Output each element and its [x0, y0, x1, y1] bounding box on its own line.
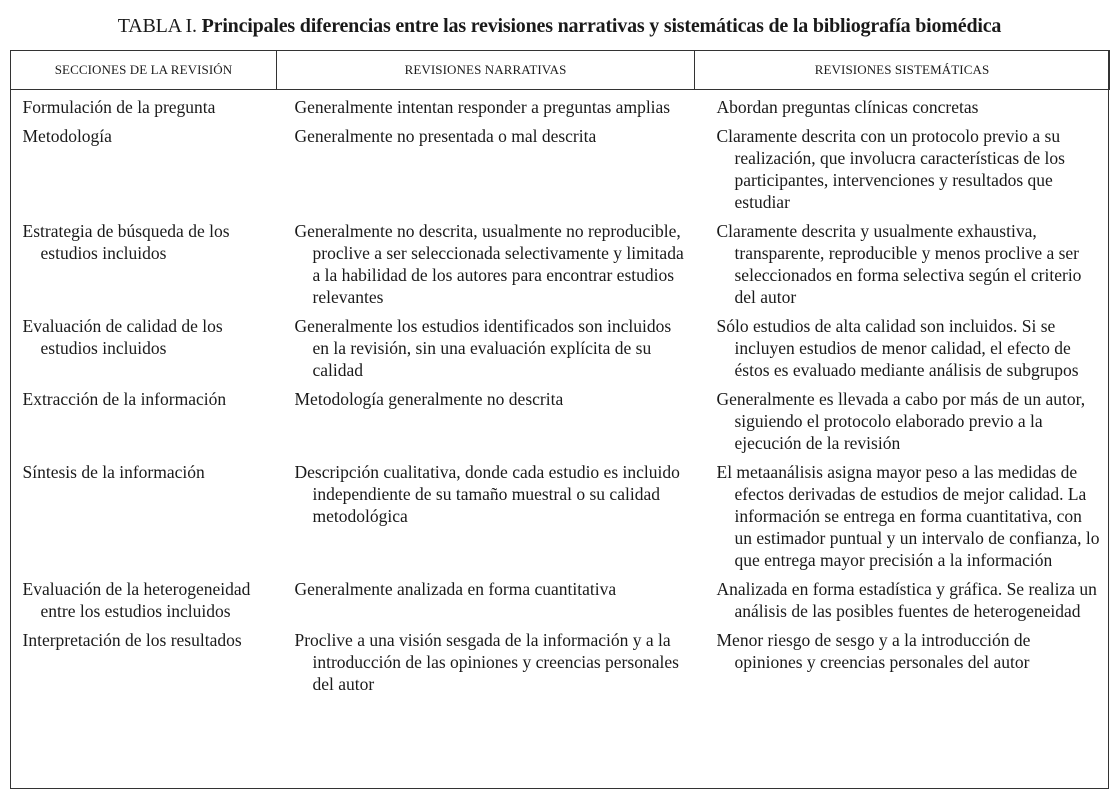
- row-systematic: Generalmente es llevada a cabo por más de un autor, siguiendo el protocolo elaborado previo a la ejecución de la revisión: [716, 389, 1086, 453]
- row-narrative: Metodología generalmente no descrita: [294, 389, 564, 409]
- row-narrative: Generalmente los estudios identificados son incluidos en la revisión, sin una evaluación explícita de su calidad: [294, 316, 672, 380]
- table-row: [11, 578, 1110, 629]
- row-narrative: Proclive a una visión sesgada de la información y a la introducción de las opiniones y creencias personales del autor: [294, 630, 679, 694]
- table-row: [11, 461, 1110, 578]
- table-row: [11, 125, 1110, 220]
- table-title: [0, 15, 1119, 38]
- table-title-prefix: TABLA I.: [117, 15, 197, 37]
- row-systematic: El metaanálisis asigna mayor peso a las medidas de efectos derivadas de estudios de mejor calidad. La información se entrega en forma cuantitativa, con un estimador puntual y un intervalo de confianza, lo que entrega mayor precisión a la información: [716, 462, 1100, 570]
- row-narrative: Generalmente intentan responder a preguntas amplias: [294, 97, 671, 117]
- row-section: Interpretación de los resultados: [22, 630, 242, 650]
- table-row: [11, 629, 1110, 703]
- row-systematic: Analizada en forma estadística y gráfica. Se realiza un análisis de las posibles fuentes de heterogeneidad: [716, 579, 1097, 621]
- row-systematic: Claramente descrita con un protocolo previo a su realización, que involucra características de los participantes, intervenciones y resultados que estudiar: [716, 126, 1065, 212]
- table-row: [11, 90, 1110, 126]
- row-section: Síntesis de la información: [22, 462, 205, 482]
- row-section: Evaluación de calidad de los estudios incluidos: [22, 316, 223, 358]
- row-narrative: Descripción cualitativa, donde cada estudio es incluido independiente de su tamaño muestral o su calidad metodológica: [294, 462, 680, 526]
- row-section: Estrategia de búsqueda de los estudios incluidos: [22, 221, 230, 263]
- header-sections: SECCIONES DE LA REVISIÓN: [11, 51, 277, 90]
- row-systematic: Claramente descrita y usualmente exhaustiva, transparente, reproducible y menos proclive a ser seleccionados en forma selectiva según el criterio del autor: [716, 221, 1082, 307]
- table-row: [11, 220, 1110, 315]
- row-narrative: Generalmente analizada en forma cuantitativa: [294, 579, 617, 599]
- table-header-row: [11, 51, 1110, 90]
- row-narrative: Generalmente no descrita, usualmente no reproducible, proclive a ser seleccionada selectivamente y limitada a la habilidad de los autores para encontrar estudios relevantes: [294, 221, 684, 307]
- row-section: Formulación de la pregunta: [22, 97, 216, 117]
- row-section: Metodología: [22, 126, 112, 146]
- row-section: Evaluación de la heterogeneidad entre los estudios incluidos: [22, 579, 251, 621]
- row-narrative: Generalmente no presentada o mal descrita: [294, 126, 597, 146]
- table-row: [11, 388, 1110, 461]
- row-systematic: Abordan preguntas clínicas concretas: [716, 97, 979, 117]
- comparison-table: [10, 50, 1110, 703]
- header-narrative: REVISIONES NARRATIVAS: [277, 51, 695, 90]
- row-systematic: Sólo estudios de alta calidad son incluidos. Si se incluyen estudios de menor calidad, el efecto de éstos es evaluado mediante análisis de subgrupos: [716, 316, 1079, 380]
- table-row: [11, 315, 1110, 388]
- row-systematic: Menor riesgo de sesgo y a la introducción de opiniones y creencias personales del autor: [716, 630, 1031, 672]
- header-systematic: REVISIONES SISTEMÁTICAS: [695, 51, 1110, 90]
- table-title-text: Principales diferencias entre las revisiones narrativas y sistemáticas de la bibliografía biomédica: [201, 15, 1002, 37]
- row-section: Extracción de la información: [22, 389, 227, 409]
